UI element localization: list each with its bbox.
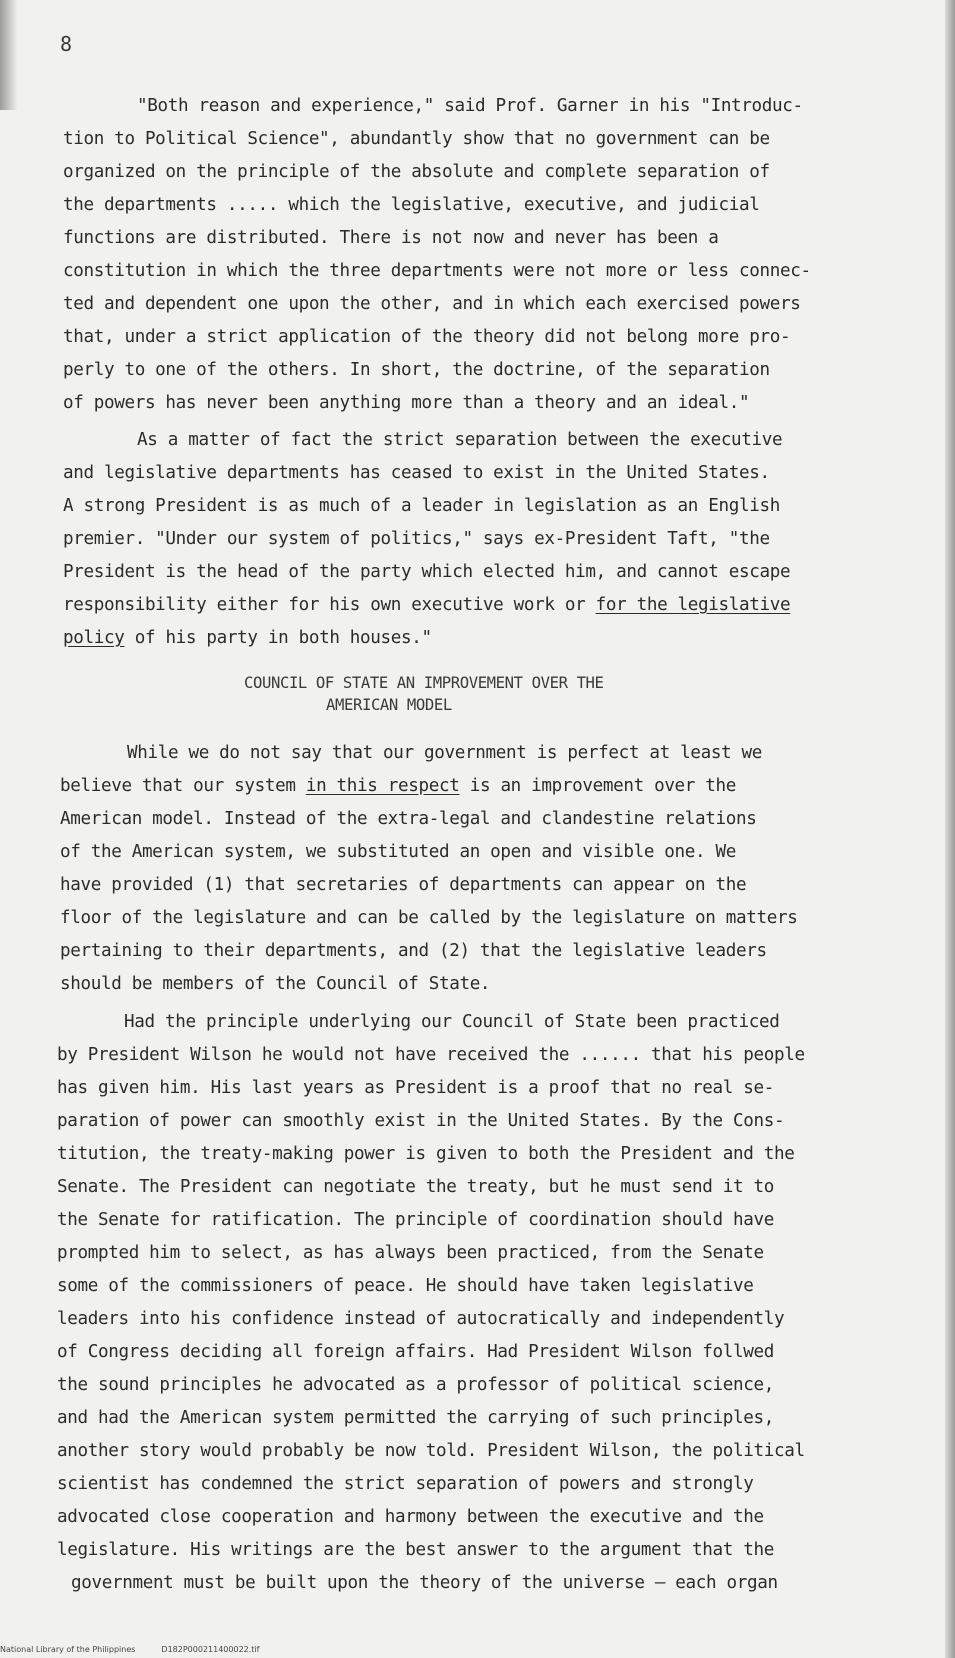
text-line: of the American system, we substituted an open and visible one. We [60, 842, 736, 862]
heading-line: COUNCIL OF STATE AN IMPROVEMENT OVER THE [244, 674, 604, 692]
page-number: 8 [60, 32, 73, 56]
text-line: pertaining to their departments, and (2) that the legislative leaders [60, 941, 767, 961]
text-span: of his party in both houses." [124, 628, 432, 648]
text-line: scientist has condemned the strict separation of powers and strongly [57, 1474, 754, 1494]
text-line: have provided (1) that secretaries of departments can appear on the [60, 875, 747, 895]
text-line: Senate. The President can negotiate the treaty, but he must send it to [57, 1177, 774, 1197]
text-line: and had the American system permitted the carrying of such principles, [57, 1408, 774, 1428]
text-line: President is the head of the party which elected him, and cannot escape [63, 562, 791, 582]
text-line: leaders into his confidence instead of autocratically and independently [57, 1309, 785, 1329]
text-line: ted and dependent one upon the other, and in which each exercised powers [63, 294, 801, 314]
scan-footer [0, 1645, 259, 1654]
text-line: some of the commissioners of peace. He should have taken legislative [57, 1276, 754, 1296]
text-line: and legislative departments has ceased to exist in the United States. [63, 463, 770, 483]
underlined-phrase: policy [63, 628, 125, 648]
text-line: has given him. His last years as President is a proof that no real se- [57, 1078, 774, 1098]
text-line: perly to one of the others. In short, the doctrine, of the separation [63, 360, 770, 380]
text-line: While we do not say that our government is perfect at least we [127, 743, 763, 763]
text-line: floor of the legislature and can be called by the legislature on matters [60, 908, 798, 928]
footer-library: National Library of the Philippines [0, 1645, 136, 1654]
text-line: premier. "Under our system of politics," says ex-President Taft, "the [63, 529, 770, 549]
text-line: of Congress deciding all foreign affairs. Had President Wilson follwed [57, 1342, 774, 1362]
text-line: government must be built upon the theory of the universe — each organ [71, 1573, 778, 1593]
text-line: legislature. His writings are the best answer to the argument that the [57, 1540, 774, 1560]
text-line: Had the principle underlying our Council of State been practiced [124, 1012, 780, 1032]
text-line: advocated close cooperation and harmony between the executive and the [57, 1507, 764, 1527]
text-line: another story would probably be now told. President Wilson, the political [57, 1441, 805, 1461]
heading-line: AMERICAN MODEL [326, 696, 452, 714]
text-line: "Both reason and experience," said Prof. Garner in his "Introduc- [137, 96, 803, 116]
text-line: that, under a strict application of the theory did not belong more pro- [63, 327, 791, 347]
text-line: by President Wilson he would not have received the ...... that his people [57, 1045, 805, 1065]
underlined-phrase: for the legislative [595, 595, 791, 615]
text-line: titution, the treaty-making power is given to both the President and the [57, 1144, 795, 1164]
footer-filename: D182P000211400022.tif [161, 1645, 260, 1654]
text-line [63, 595, 790, 615]
text-line: functions are distributed. There is not now and never has been a [63, 228, 719, 248]
underlined-phrase: in this respect [305, 776, 460, 796]
text-line: A strong President is as much of a leader in legislation as an English [63, 496, 780, 516]
text-line: tion to Political Science", abundantly show that no government can be [63, 129, 770, 149]
text-line: prompted him to select, as has always been practiced, from the Senate [57, 1243, 764, 1263]
text-span: is an improvement over the [459, 776, 737, 796]
text-line: constitution in which the three departments were not more or less connec- [63, 261, 811, 281]
text-line: paration of power can smoothly exist in the United States. By the Cons- [57, 1111, 785, 1131]
text-line: the Senate for ratification. The principle of coordination should have [57, 1210, 774, 1230]
text-line: American model. Instead of the extra-legal and clandestine relations [60, 809, 757, 829]
text-line [60, 776, 736, 796]
text-span: believe that our system [60, 776, 306, 796]
text-line: As a matter of fact the strict separation between the executive [137, 430, 783, 450]
text-line: should be members of the Council of State. [60, 974, 491, 994]
text-line: organized on the principle of the absolute and complete separation of [63, 162, 770, 182]
text-line: of powers has never been anything more than a theory and an ideal." [63, 393, 750, 413]
text-line [63, 628, 432, 648]
text-line: the departments ..... which the legislative, executive, and judicial [63, 195, 760, 215]
text-line: the sound principles he advocated as a professor of political science, [57, 1375, 774, 1395]
text-span: responsibility either for his own executive work or [63, 595, 596, 615]
